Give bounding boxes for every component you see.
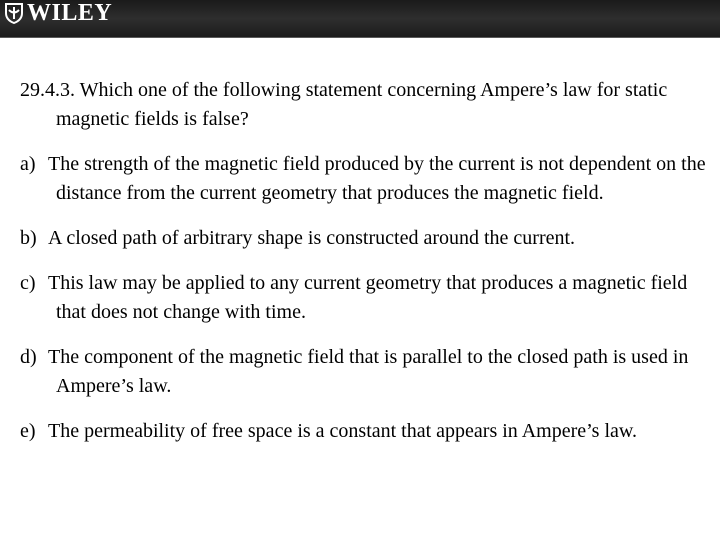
slide-content <box>20 76 710 462</box>
option-text: The component of the magnetic field that is parallel to the closed path is used in Ampere’s law. <box>48 346 689 397</box>
option-letter: a) <box>20 153 36 175</box>
option-text: A closed path of arbitrary shape is constructed around the current. <box>48 227 576 249</box>
header-bar <box>0 0 720 38</box>
option-text: The strength of the magnetic field produced by the current is not dependent on the distance from the current geometry that produces the magnetic field. <box>48 153 706 204</box>
wiley-logo <box>4 1 112 25</box>
option-text: The permeability of free space is a constant that appears in Ampere’s law. <box>48 420 638 442</box>
option-c <box>20 269 710 327</box>
option-letter: e) <box>20 420 36 442</box>
option-a <box>20 150 710 208</box>
option-d <box>20 343 710 401</box>
option-letter: c) <box>20 272 36 294</box>
option-b <box>20 224 710 253</box>
wiley-emblem-icon <box>4 2 24 24</box>
option-e <box>20 417 710 446</box>
option-letter: d) <box>20 346 37 368</box>
option-text: This law may be applied to any current geometry that produces a magnetic field that does not change with time. <box>48 272 688 323</box>
question-text: 29.4.3. Which one of the following statement concerning Ampere’s law for static magnetic fields is false? <box>20 79 668 130</box>
option-letter: b) <box>20 227 37 249</box>
logo-text: WILEY <box>27 0 113 26</box>
